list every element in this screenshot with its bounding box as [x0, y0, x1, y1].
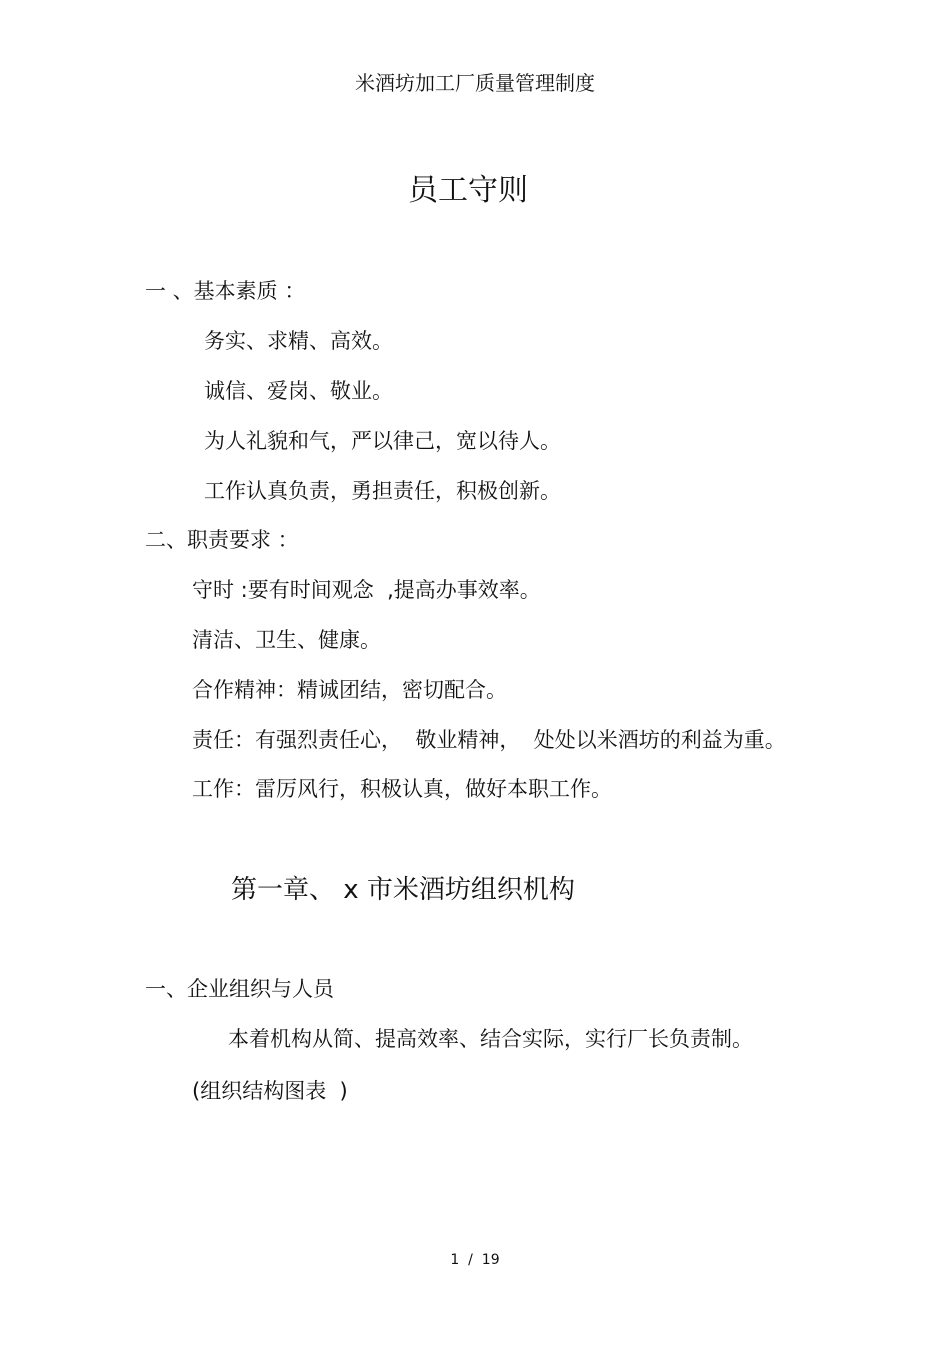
section-heading-basic-qualities: 一 、基本素质 ：: [145, 279, 306, 303]
list-item: 清洁、卫生、健康。: [192, 628, 381, 652]
list-item: 责任：有强烈责任心， 敬业精神， 处处以米酒坊的利益为重。: [192, 728, 786, 752]
paragraph: 本着机构从简、提高效率、结合实际，实行厂长负责制。: [228, 1027, 753, 1051]
list-item: 务实、求精、高效。: [204, 329, 393, 353]
running-header: 米酒坊加工厂质量管理制度: [355, 71, 595, 95]
section-heading-organization: 一、企业组织与人员: [145, 977, 334, 1001]
chapter-heading: 第一章、 x 市米酒坊组织机构: [231, 875, 575, 905]
list-item: 为人礼貌和气，严以律己，宽以待人。: [204, 429, 561, 453]
list-item: 工作：雷厉风行，积极认真，做好本职工作。: [192, 777, 612, 801]
document-title: 员工守则: [408, 173, 528, 208]
list-item: 合作精神：精诚团结，密切配合。: [192, 678, 507, 702]
section-heading-duty-requirements: 二、职责要求 ：: [145, 528, 299, 552]
page-indicator: 1 / 19: [450, 1252, 500, 1268]
list-item: 工作认真负责，勇担责任，积极创新。: [204, 479, 561, 503]
list-item: 诚信、爱岗、敬业。: [204, 379, 393, 403]
chart-placeholder-note: (组织结构图表 ): [192, 1079, 348, 1103]
list-item: 守时 :要有时间观念 ,提高办事效率。: [192, 578, 541, 602]
